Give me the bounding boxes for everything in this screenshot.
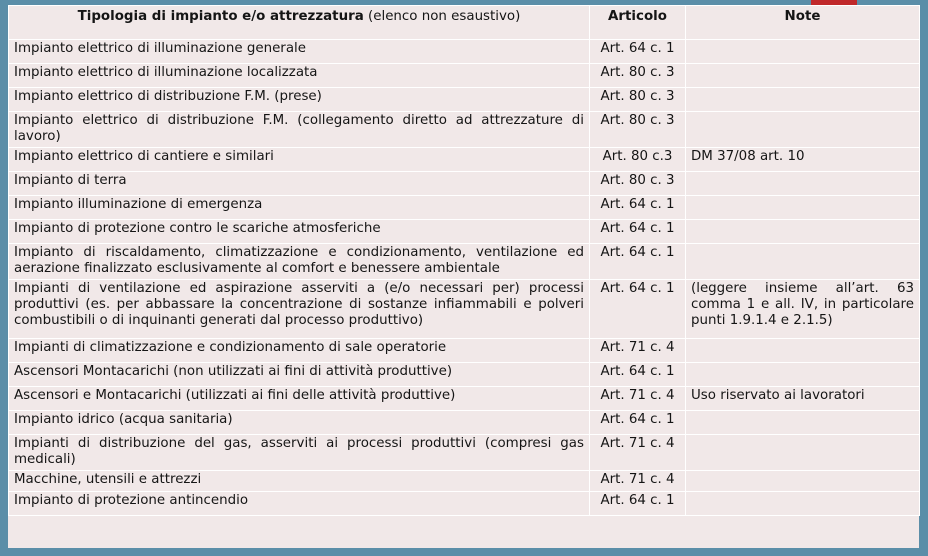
- row-note: [686, 492, 920, 516]
- row-note: DM 37/08 art. 10: [686, 148, 920, 172]
- row-article: Art. 71 c. 4: [590, 435, 686, 471]
- row-description: Impianto di riscaldamento, climatizzazione e condizionamento, ventilazione ed aerazione finalizzato esclusivamente al comfort e benessere ambientale: [9, 244, 590, 280]
- row-note: [686, 471, 920, 492]
- row-article: Art. 80 c.3: [590, 148, 686, 172]
- row-article: Art. 64 c. 1: [590, 244, 686, 280]
- row-note: [686, 339, 920, 363]
- row-article: Art. 80 c. 3: [590, 64, 686, 88]
- row-article: Art. 64 c. 1: [590, 220, 686, 244]
- table-row: [9, 471, 920, 492]
- row-description: Impianto illuminazione di emergenza: [9, 196, 590, 220]
- row-article: Art. 64 c. 1: [590, 492, 686, 516]
- row-description: Ascensori Montacarichi (non utilizzati ai fini di attività produttive): [9, 363, 590, 387]
- row-article: Art. 64 c. 1: [590, 196, 686, 220]
- row-note: [686, 112, 920, 148]
- table-row: [9, 492, 920, 516]
- row-description: Impianti di ventilazione ed aspirazione asserviti a (e/o necessari per) processi produttivi (es. per abbassare la concentrazione di sostanze infiammabili e polveri combustibili o di inquinanti generati dal processo produttivo): [9, 280, 590, 339]
- row-note: [686, 411, 920, 435]
- row-description: Impianto elettrico di illuminazione localizzata: [9, 64, 590, 88]
- table-row: [9, 148, 920, 172]
- row-note: [686, 64, 920, 88]
- row-article: Art. 64 c. 1: [590, 40, 686, 64]
- row-description: Impianto di protezione antincendio: [9, 492, 590, 516]
- row-note: (leggere insieme all’art. 63 comma 1 e all. IV, in particolare punti 1.9.1.4 e 2.1.5): [686, 280, 920, 339]
- header-articolo: Articolo: [590, 6, 686, 40]
- header-note: Note: [686, 6, 920, 40]
- row-article: Art. 71 c. 4: [590, 471, 686, 492]
- table-row: [9, 339, 920, 363]
- row-note: [686, 88, 920, 112]
- row-note: [686, 435, 920, 471]
- header-tipologia: [9, 6, 590, 40]
- row-article: Art. 64 c. 1: [590, 411, 686, 435]
- row-article: Art. 80 c. 3: [590, 112, 686, 148]
- row-description: Impianto idrico (acqua sanitaria): [9, 411, 590, 435]
- equipment-table: [8, 5, 920, 516]
- row-note: Uso riservato ai lavoratori: [686, 387, 920, 411]
- header-tipologia-bold: Tipologia di impianto e/o attrezzatura: [77, 9, 364, 24]
- row-description: Impianto elettrico di distribuzione F.M. (collegamento diretto ad attrezzature di lavoro): [9, 112, 590, 148]
- row-description: Impianto di terra: [9, 172, 590, 196]
- table-row: [9, 220, 920, 244]
- header-row: [9, 6, 920, 40]
- row-description: Macchine, utensili e attrezzi: [9, 471, 590, 492]
- row-note: [686, 244, 920, 280]
- row-description: Impianto elettrico di distribuzione F.M. (prese): [9, 88, 590, 112]
- table-row: [9, 280, 920, 339]
- table-row: [9, 40, 920, 64]
- row-note: [686, 172, 920, 196]
- table-row: [9, 411, 920, 435]
- row-description: Impianto elettrico di cantiere e similari: [9, 148, 590, 172]
- row-article: Art. 71 c. 4: [590, 339, 686, 363]
- table-row: [9, 387, 920, 411]
- header-tipologia-note: (elenco non esaustivo): [363, 9, 521, 24]
- table-row: [9, 64, 920, 88]
- row-article: Art. 80 c. 3: [590, 88, 686, 112]
- row-description: Impianto elettrico di illuminazione generale: [9, 40, 590, 64]
- row-note: [686, 220, 920, 244]
- table-row: [9, 172, 920, 196]
- row-note: [686, 40, 920, 64]
- row-description: Impianti di distribuzione del gas, asserviti ai processi produttivi (compresi gas medicali): [9, 435, 590, 471]
- row-note: [686, 363, 920, 387]
- row-description: Impianto di protezione contro le scariche atmosferiche: [9, 220, 590, 244]
- row-article: Art. 64 c. 1: [590, 280, 686, 339]
- table-row: [9, 244, 920, 280]
- row-article: Art. 71 c. 4: [590, 387, 686, 411]
- table-row: [9, 196, 920, 220]
- row-note: [686, 196, 920, 220]
- table-row: [9, 112, 920, 148]
- row-description: Impianti di climatizzazione e condizionamento di sale operatorie: [9, 339, 590, 363]
- table-row: [9, 363, 920, 387]
- table-row: [9, 435, 920, 471]
- table-frame: [8, 5, 919, 548]
- row-description: Ascensori e Montacarichi (utilizzati ai fini delle attività produttive): [9, 387, 590, 411]
- row-article: Art. 80 c. 3: [590, 172, 686, 196]
- table-row: [9, 88, 920, 112]
- row-article: Art. 64 c. 1: [590, 363, 686, 387]
